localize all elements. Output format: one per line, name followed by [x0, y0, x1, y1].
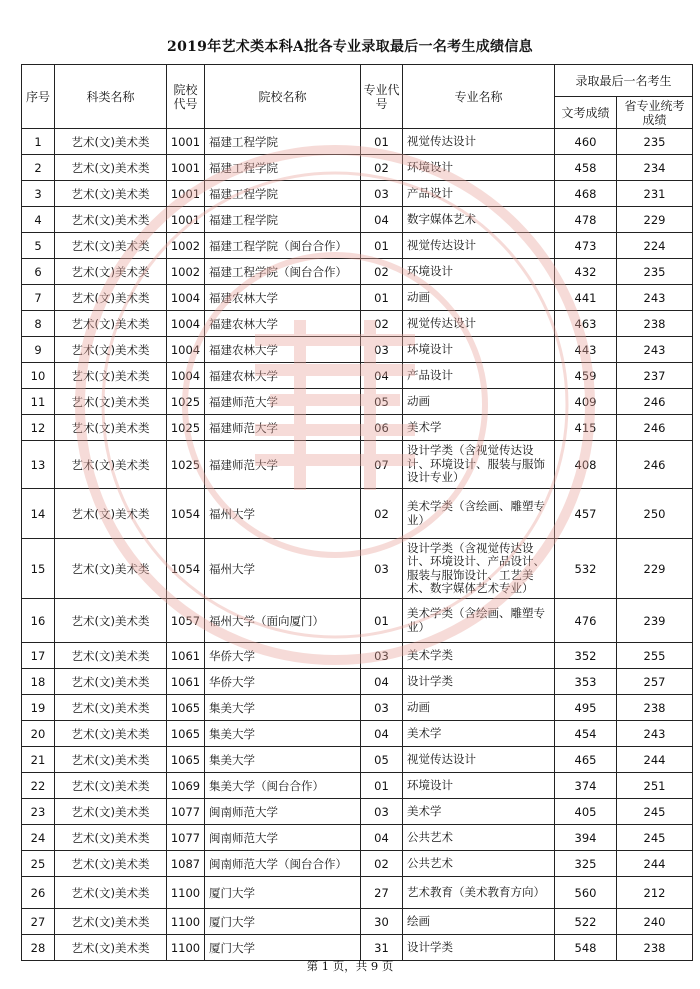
category-cell: 艺术(文)美术类: [55, 799, 167, 825]
school-code-cell: 1004: [167, 311, 205, 337]
prov-score-cell: 246: [617, 441, 693, 489]
prov-score-cell: 246: [617, 389, 693, 415]
major-code-cell: 03: [361, 337, 403, 363]
category-cell: 艺术(文)美术类: [55, 643, 167, 669]
prov-score-cell: 238: [617, 695, 693, 721]
major-name-cell: 环境设计: [403, 337, 555, 363]
school-name-cell: 福建工程学院: [205, 129, 361, 155]
category-cell: 艺术(文)美术类: [55, 539, 167, 599]
culture-score-cell: 394: [555, 825, 617, 851]
major-name-cell: 视觉传达设计: [403, 747, 555, 773]
seq-cell: 13: [22, 441, 55, 489]
table-row: [22, 129, 693, 155]
seq-cell: 15: [22, 539, 55, 599]
prov-score-cell: 246: [617, 415, 693, 441]
culture-score-cell: 454: [555, 721, 617, 747]
culture-score-cell: 415: [555, 415, 617, 441]
seq-cell: 10: [22, 363, 55, 389]
prov-score-cell: 229: [617, 539, 693, 599]
category-cell: 艺术(文)美术类: [55, 311, 167, 337]
school-name-cell: 集美大学（闽台合作）: [205, 773, 361, 799]
school-code-cell: 1065: [167, 695, 205, 721]
prov-score-cell: 237: [617, 363, 693, 389]
category-cell: 艺术(文)美术类: [55, 363, 167, 389]
school-name-cell: 华侨大学: [205, 643, 361, 669]
table-row: [22, 747, 693, 773]
prov-score-cell: 244: [617, 851, 693, 877]
seq-cell: 19: [22, 695, 55, 721]
major-code-cell: 07: [361, 441, 403, 489]
seq-cell: 4: [22, 207, 55, 233]
table-body: [22, 129, 693, 961]
school-code-cell: 1057: [167, 599, 205, 643]
table-row: [22, 415, 693, 441]
major-code-cell: 02: [361, 851, 403, 877]
culture-score-cell: 468: [555, 181, 617, 207]
culture-score-cell: 478: [555, 207, 617, 233]
major-name-cell: 绘画: [403, 909, 555, 935]
category-cell: 艺术(文)美术类: [55, 935, 167, 961]
major-code-cell: 04: [361, 825, 403, 851]
school-name-cell: 闽南师范大学: [205, 799, 361, 825]
seq-cell: 24: [22, 825, 55, 851]
header-school-name: 院校名称: [205, 65, 361, 129]
page-footer: 第 1 页，共 9 页: [306, 959, 394, 973]
school-name-cell: 福建师范大学: [205, 389, 361, 415]
category-cell: 艺术(文)美术类: [55, 747, 167, 773]
major-code-cell: 03: [361, 643, 403, 669]
school-code-cell: 1025: [167, 441, 205, 489]
school-name-cell: 闽南师范大学（闽台合作）: [205, 851, 361, 877]
table-row: [22, 695, 693, 721]
category-cell: 艺术(文)美术类: [55, 259, 167, 285]
school-code-cell: 1001: [167, 181, 205, 207]
school-code-cell: 1077: [167, 825, 205, 851]
culture-score-cell: 560: [555, 877, 617, 909]
school-code-cell: 1004: [167, 363, 205, 389]
major-name-cell: 美术学类（含绘画、雕塑专业）: [403, 489, 555, 539]
category-cell: 艺术(文)美术类: [55, 489, 167, 539]
major-name-cell: 美术学: [403, 415, 555, 441]
page-title: 2019年艺术类本科A批各专业录取最后一名考生成绩信息: [167, 39, 533, 55]
prov-score-cell: 257: [617, 669, 693, 695]
culture-score-cell: 353: [555, 669, 617, 695]
major-name-cell: 美术学: [403, 799, 555, 825]
culture-score-cell: 405: [555, 799, 617, 825]
school-name-cell: 福建农林大学: [205, 363, 361, 389]
major-name-cell: 艺术教育（美术教育方向）: [403, 877, 555, 909]
major-code-cell: 31: [361, 935, 403, 961]
culture-score-cell: 374: [555, 773, 617, 799]
culture-score-cell: 463: [555, 311, 617, 337]
culture-score-cell: 548: [555, 935, 617, 961]
category-cell: 艺术(文)美术类: [55, 599, 167, 643]
major-code-cell: 02: [361, 489, 403, 539]
prov-score-cell: 235: [617, 259, 693, 285]
category-cell: 艺术(文)美术类: [55, 233, 167, 259]
school-code-cell: 1004: [167, 337, 205, 363]
prov-score-cell: 238: [617, 935, 693, 961]
school-name-cell: 厦门大学: [205, 877, 361, 909]
major-name-cell: 动画: [403, 285, 555, 311]
culture-score-cell: 473: [555, 233, 617, 259]
school-code-cell: 1025: [167, 389, 205, 415]
table-row: [22, 489, 693, 539]
culture-score-cell: 465: [555, 747, 617, 773]
major-code-cell: 02: [361, 259, 403, 285]
school-name-cell: 福州大学: [205, 539, 361, 599]
culture-score-cell: 443: [555, 337, 617, 363]
school-code-cell: 1061: [167, 669, 205, 695]
major-name-cell: 产品设计: [403, 181, 555, 207]
seq-cell: 17: [22, 643, 55, 669]
school-name-cell: 福建农林大学: [205, 337, 361, 363]
seq-cell: 8: [22, 311, 55, 337]
major-name-cell: 美术学类（含绘画、雕塑专业）: [403, 599, 555, 643]
major-name-cell: 环境设计: [403, 155, 555, 181]
school-name-cell: 福建工程学院: [205, 181, 361, 207]
school-code-cell: 1100: [167, 935, 205, 961]
prov-score-cell: 239: [617, 599, 693, 643]
school-code-cell: 1065: [167, 721, 205, 747]
seq-cell: 27: [22, 909, 55, 935]
culture-score-cell: 408: [555, 441, 617, 489]
major-name-cell: 视觉传达设计: [403, 311, 555, 337]
category-cell: 艺术(文)美术类: [55, 129, 167, 155]
major-code-cell: 05: [361, 389, 403, 415]
header-category: 科类名称: [55, 65, 167, 129]
table-row: [22, 877, 693, 909]
header-major-name: 专业名称: [403, 65, 555, 129]
header-prov-score: 省专业统考成绩: [617, 97, 693, 129]
seq-cell: 1: [22, 129, 55, 155]
table-row: [22, 825, 693, 851]
culture-score-cell: 460: [555, 129, 617, 155]
category-cell: 艺术(文)美术类: [55, 337, 167, 363]
seq-cell: 6: [22, 259, 55, 285]
school-name-cell: 厦门大学: [205, 909, 361, 935]
category-cell: 艺术(文)美术类: [55, 909, 167, 935]
category-cell: 艺术(文)美术类: [55, 695, 167, 721]
header-school-code: 院校代号: [167, 65, 205, 129]
category-cell: 艺术(文)美术类: [55, 877, 167, 909]
admission-table: [21, 64, 693, 961]
category-cell: 艺术(文)美术类: [55, 389, 167, 415]
seq-cell: 26: [22, 877, 55, 909]
school-code-cell: 1069: [167, 773, 205, 799]
table-row: [22, 721, 693, 747]
table-row: [22, 643, 693, 669]
seq-cell: 12: [22, 415, 55, 441]
seq-cell: 5: [22, 233, 55, 259]
prov-score-cell: 240: [617, 909, 693, 935]
category-cell: 艺术(文)美术类: [55, 721, 167, 747]
prov-score-cell: 244: [617, 747, 693, 773]
category-cell: 艺术(文)美术类: [55, 669, 167, 695]
prov-score-cell: 243: [617, 337, 693, 363]
major-name-cell: 视觉传达设计: [403, 129, 555, 155]
category-cell: 艺术(文)美术类: [55, 181, 167, 207]
table-row: [22, 799, 693, 825]
major-name-cell: 公共艺术: [403, 825, 555, 851]
major-code-cell: 01: [361, 773, 403, 799]
school-name-cell: 福建农林大学: [205, 311, 361, 337]
school-name-cell: 福建农林大学: [205, 285, 361, 311]
table-row: [22, 773, 693, 799]
seq-cell: 16: [22, 599, 55, 643]
seq-cell: 7: [22, 285, 55, 311]
school-code-cell: 1077: [167, 799, 205, 825]
prov-score-cell: 238: [617, 311, 693, 337]
prov-score-cell: 245: [617, 799, 693, 825]
school-name-cell: 集美大学: [205, 695, 361, 721]
school-code-cell: 1100: [167, 909, 205, 935]
table-row: [22, 599, 693, 643]
school-code-cell: 1001: [167, 129, 205, 155]
school-name-cell: 福州大学: [205, 489, 361, 539]
culture-score-cell: 476: [555, 599, 617, 643]
major-name-cell: 环境设计: [403, 773, 555, 799]
category-cell: 艺术(文)美术类: [55, 773, 167, 799]
major-name-cell: 数字媒体艺术: [403, 207, 555, 233]
prov-score-cell: 245: [617, 825, 693, 851]
prov-score-cell: 243: [617, 721, 693, 747]
school-name-cell: 闽南师范大学: [205, 825, 361, 851]
school-name-cell: 集美大学: [205, 721, 361, 747]
major-code-cell: 03: [361, 799, 403, 825]
table-row: [22, 539, 693, 599]
culture-score-cell: 409: [555, 389, 617, 415]
prov-score-cell: 234: [617, 155, 693, 181]
table-row: [22, 311, 693, 337]
table-row: [22, 181, 693, 207]
major-code-cell: 01: [361, 599, 403, 643]
culture-score-cell: 441: [555, 285, 617, 311]
prov-score-cell: 212: [617, 877, 693, 909]
major-name-cell: 设计学类（含视觉传达设计、环境设计、产品设计、服装与服饰设计、工艺美术、数字媒体艺术专业）: [403, 539, 555, 599]
major-code-cell: 01: [361, 285, 403, 311]
major-code-cell: 27: [361, 877, 403, 909]
category-cell: 艺术(文)美术类: [55, 285, 167, 311]
table-row: [22, 935, 693, 961]
category-cell: 艺术(文)美术类: [55, 415, 167, 441]
culture-score-cell: 352: [555, 643, 617, 669]
school-name-cell: 厦门大学: [205, 935, 361, 961]
major-code-cell: 04: [361, 669, 403, 695]
major-code-cell: 30: [361, 909, 403, 935]
table-row: [22, 851, 693, 877]
culture-score-cell: 458: [555, 155, 617, 181]
culture-score-cell: 459: [555, 363, 617, 389]
table-row: [22, 155, 693, 181]
school-name-cell: 福建工程学院（闽台合作）: [205, 259, 361, 285]
major-code-cell: 01: [361, 129, 403, 155]
major-code-cell: 02: [361, 311, 403, 337]
prov-score-cell: 231: [617, 181, 693, 207]
header-seq: 序号: [22, 65, 55, 129]
school-code-cell: 1087: [167, 851, 205, 877]
school-name-cell: 福建工程学院: [205, 155, 361, 181]
major-name-cell: 产品设计: [403, 363, 555, 389]
seq-cell: 20: [22, 721, 55, 747]
table-row: [22, 337, 693, 363]
category-cell: 艺术(文)美术类: [55, 825, 167, 851]
school-code-cell: 1061: [167, 643, 205, 669]
prov-score-cell: 251: [617, 773, 693, 799]
category-cell: 艺术(文)美术类: [55, 155, 167, 181]
major-name-cell: 视觉传达设计: [403, 233, 555, 259]
major-code-cell: 01: [361, 233, 403, 259]
seq-cell: 14: [22, 489, 55, 539]
prov-score-cell: 229: [617, 207, 693, 233]
school-code-cell: 1001: [167, 155, 205, 181]
seq-cell: 28: [22, 935, 55, 961]
school-code-cell: 1004: [167, 285, 205, 311]
school-code-cell: 1054: [167, 489, 205, 539]
category-cell: 艺术(文)美术类: [55, 851, 167, 877]
major-code-cell: 03: [361, 695, 403, 721]
seq-cell: 25: [22, 851, 55, 877]
header-culture-score: 文考成绩: [555, 97, 617, 129]
seq-cell: 11: [22, 389, 55, 415]
header-last-admitted: 录取最后一名考生: [555, 65, 693, 97]
school-code-cell: 1002: [167, 233, 205, 259]
prov-score-cell: 235: [617, 129, 693, 155]
culture-score-cell: 495: [555, 695, 617, 721]
category-cell: 艺术(文)美术类: [55, 441, 167, 489]
table-row: [22, 669, 693, 695]
major-name-cell: 设计学类（含视觉传达设计、环境设计、服装与服饰设计专业）: [403, 441, 555, 489]
major-code-cell: 05: [361, 747, 403, 773]
major-code-cell: 04: [361, 363, 403, 389]
table-row: [22, 909, 693, 935]
major-name-cell: 设计学类: [403, 669, 555, 695]
table-row: [22, 285, 693, 311]
school-code-cell: 1002: [167, 259, 205, 285]
major-code-cell: 03: [361, 181, 403, 207]
major-code-cell: 04: [361, 207, 403, 233]
major-code-cell: 04: [361, 721, 403, 747]
major-name-cell: 设计学类: [403, 935, 555, 961]
prov-score-cell: 243: [617, 285, 693, 311]
prov-score-cell: 250: [617, 489, 693, 539]
seq-cell: 21: [22, 747, 55, 773]
header-major-code: 专业代号: [361, 65, 403, 129]
seq-cell: 23: [22, 799, 55, 825]
seq-cell: 9: [22, 337, 55, 363]
category-cell: 艺术(文)美术类: [55, 207, 167, 233]
school-code-cell: 1025: [167, 415, 205, 441]
major-name-cell: 美术学: [403, 721, 555, 747]
prov-score-cell: 255: [617, 643, 693, 669]
major-code-cell: 03: [361, 539, 403, 599]
major-name-cell: 动画: [403, 695, 555, 721]
major-name-cell: 环境设计: [403, 259, 555, 285]
school-code-cell: 1054: [167, 539, 205, 599]
culture-score-cell: 457: [555, 489, 617, 539]
culture-score-cell: 325: [555, 851, 617, 877]
school-name-cell: 福建工程学院: [205, 207, 361, 233]
school-code-cell: 1100: [167, 877, 205, 909]
school-name-cell: 华侨大学: [205, 669, 361, 695]
school-name-cell: 福建师范大学: [205, 441, 361, 489]
table-row: [22, 363, 693, 389]
school-code-cell: 1001: [167, 207, 205, 233]
seq-cell: 2: [22, 155, 55, 181]
table-row: [22, 441, 693, 489]
school-code-cell: 1065: [167, 747, 205, 773]
major-name-cell: 美术学类: [403, 643, 555, 669]
culture-score-cell: 522: [555, 909, 617, 935]
culture-score-cell: 532: [555, 539, 617, 599]
table-row: [22, 389, 693, 415]
school-name-cell: 集美大学: [205, 747, 361, 773]
major-code-cell: 02: [361, 155, 403, 181]
prov-score-cell: 224: [617, 233, 693, 259]
school-name-cell: 福州大学（面向厦门）: [205, 599, 361, 643]
seq-cell: 22: [22, 773, 55, 799]
major-name-cell: 动画: [403, 389, 555, 415]
school-name-cell: 福建师范大学: [205, 415, 361, 441]
major-name-cell: 公共艺术: [403, 851, 555, 877]
seq-cell: 18: [22, 669, 55, 695]
culture-score-cell: 432: [555, 259, 617, 285]
table-row: [22, 207, 693, 233]
table-row: [22, 259, 693, 285]
table-row: [22, 233, 693, 259]
major-code-cell: 06: [361, 415, 403, 441]
school-name-cell: 福建工程学院（闽台合作）: [205, 233, 361, 259]
seq-cell: 3: [22, 181, 55, 207]
